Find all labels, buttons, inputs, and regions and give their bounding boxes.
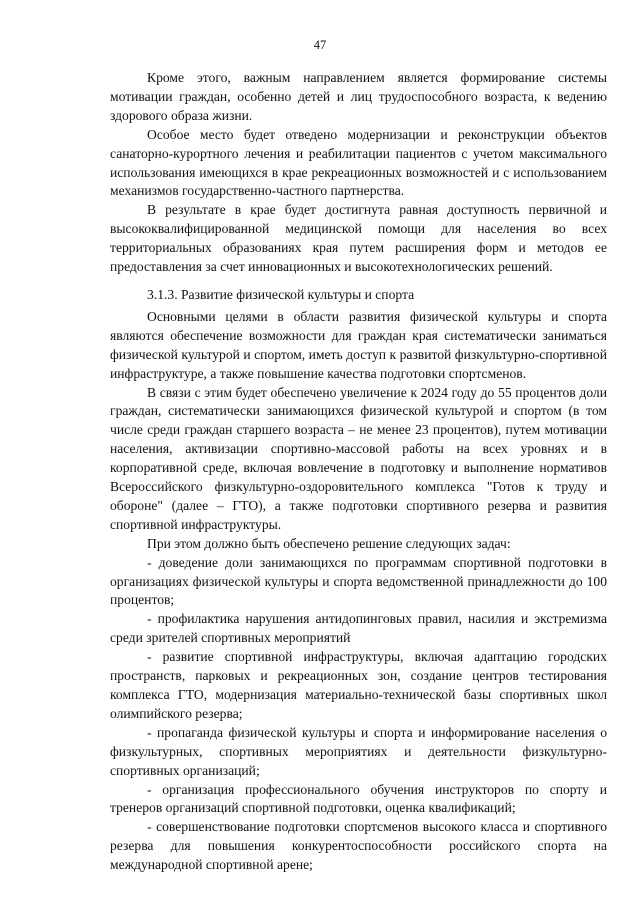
- list-item-sport-training: - доведение доли занимающихся по программам спортивной подготовки в организациях физической культуры и спорта ведомственной принадлежности до 100 процентов;: [110, 554, 607, 608]
- paragraph-tasks-intro: При этом должно быть обеспечено решение следующих задач:: [147, 535, 511, 551]
- paragraph-sanatorium: Особое место будет отведено модернизации и реконструкции объектов санаторно-курортного лечения и реабилитации пациентов с учетом максимального использования имеющихся в крае рекреационных возможностей и с использованием механизмов государственно-частного партнерства.: [110, 126, 607, 199]
- section-heading: 3.1.3. Развитие физической культуры и спорта: [147, 286, 415, 302]
- page-body: [110, 69, 607, 875]
- page-number: 47: [313, 38, 327, 52]
- paragraph-motivation: Кроме этого, важным направлением является формирование системы мотивации граждан, особенно детей и лиц трудоспособного возраста, к ведению здорового образа жизни.: [110, 70, 607, 123]
- list-item-athlete-training: - совершенствование подготовки спортсменов высокого класса и спортивного резерва для повышения конкурентоспособности российского спорта на международной спортивной арене;: [110, 819, 607, 873]
- paragraph-sport-goals: Основными целями в области развития физической культуры и спорта являются обеспечение возможности для граждан края систематически заниматься физической культурой и спортом, иметь доступ к развитой физкультурно-спортивной инфраструктуре, а также повышение качества подготовки спортсменов.: [110, 308, 607, 381]
- list-item-sport-promotion: - пропаганда физической культуры и спорта и информирование населения о физкультурных, спортивных мероприятиях и деятельности физкультурно-спортивных организаций;: [110, 724, 607, 778]
- paragraph-medical-care: В результате в крае будет достигнута равная доступность первичной и высококвалифицированной медицинской помощи для населения во всех территориальных образованиях края путем расширения форм и методов ее предоставления за счет инновационных и высокотехнологических решений.: [110, 202, 607, 275]
- list-item-sport-infrastructure: - развитие спортивной инфраструктуры, включая адаптацию городских пространств, парковых и рекреационных зон, создание центров тестирования комплекса ГТО, модернизация материально-технической базы спортивных школ олимпийского резерва;: [110, 649, 607, 721]
- list-item-instructor-training: - организация профессионального обучения инструкторов по спорту и тренеров организаций спортивной подготовки, оценка квалификаций;: [110, 781, 607, 816]
- paragraph-sport-increase: В связи с этим будет обеспечено увеличение к 2024 году до 55 процентов доли граждан, систематически занимающихся физической культурой и спортом (в том числе среди граждан старшего возраста – не менее 23 процентов), путем мотивации населения, активизации спортивно-массовой работы на всех уровнях и в корпоративной среде, включая вовлечение в подготовку и выполнение нормативов Всероссийского физкультурно-оздоровительного комплекса "Готов к труду и обороне" (далее – ГТО), а также подготовки спортивного резерва и развития спортивной инфраструктуры.: [110, 384, 607, 532]
- list-item-antidoping: - профилактика нарушения антидопинговых правил, насилия и экстремизма среди зрителей спортивных мероприятий: [110, 611, 607, 646]
